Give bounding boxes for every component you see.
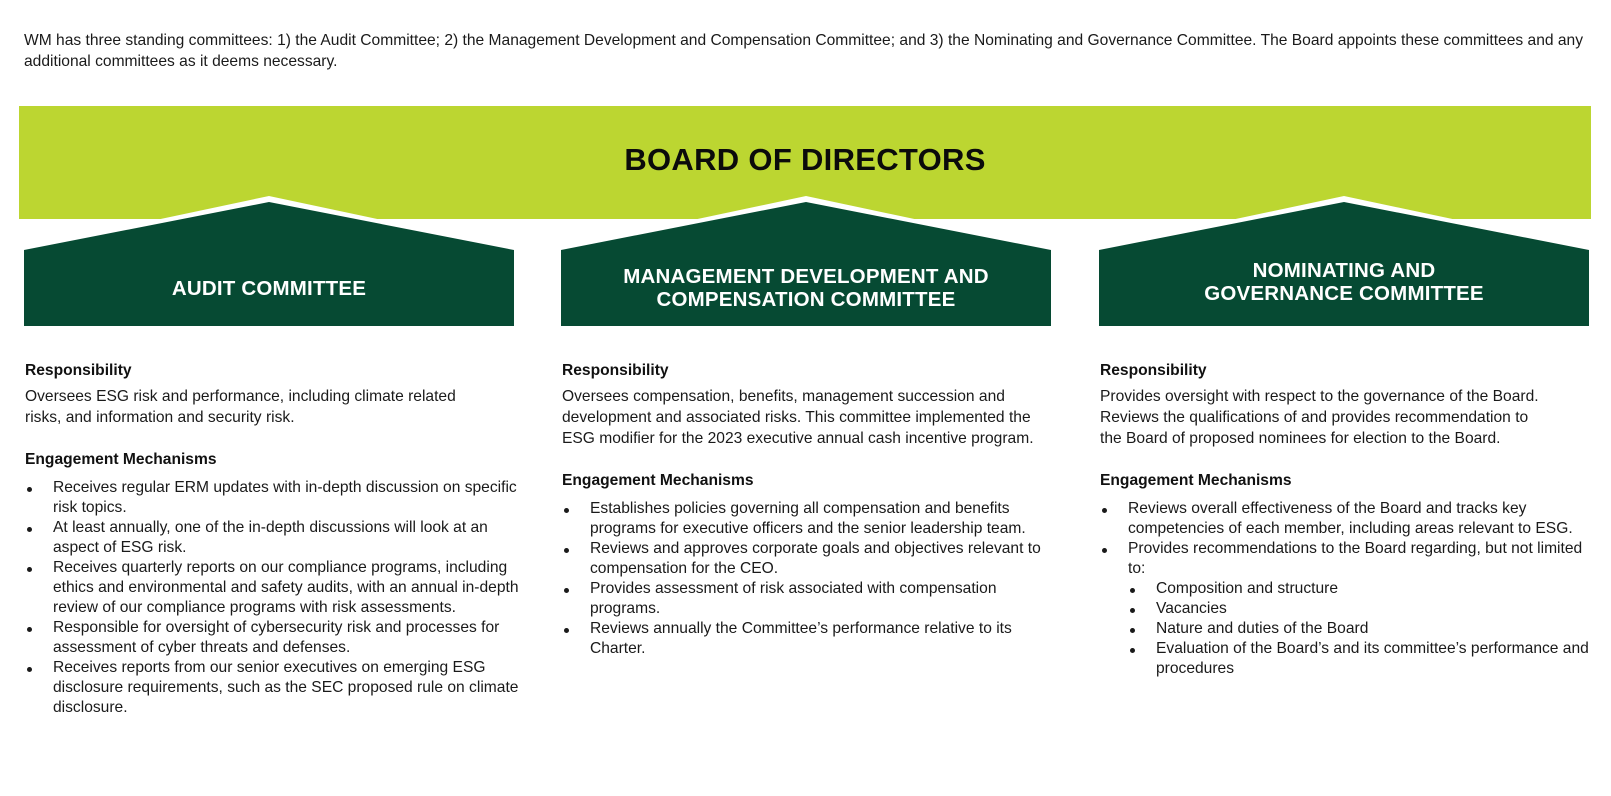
governance-committee-title <box>1099 244 1589 320</box>
engagement-list <box>562 499 1057 659</box>
engagement-list <box>1100 499 1590 679</box>
sub-list-item: Vacancies <box>1156 599 1590 619</box>
list-item: Receives quarterly reports on our compliance programs, including ethics and environmental and safety audits, with an annual in-depth review of our compliance programs with risk assessments. <box>53 559 519 616</box>
list-item: Receives reports from our senior executives on emerging ESG disclosure requirements, such as the SEC proposed rule on climate disclosure. <box>53 659 519 716</box>
sub-list <box>1128 579 1590 679</box>
committee-title-line: NOMINATING AND <box>1252 259 1436 282</box>
list-item: Reviews and approves corporate goals and objectives relevant to compensation for the CEO. <box>590 539 1057 579</box>
responsibility-text: Oversees ESG risk and performance, including climate related risks, and information and security risk. <box>25 388 456 426</box>
responsibility-text: Oversees compensation, benefits, management succession and development and associated risks. This committee implemented the ESG modifier for the 2023 executive annual cash incentive program. <box>562 388 1034 447</box>
responsibility-heading: Responsibility <box>562 362 669 379</box>
list-item: Reviews annually the Committee’s performance relative to its Charter. <box>590 619 1057 659</box>
committee-title-line: GOVERNANCE COMMITTEE <box>1204 282 1484 305</box>
sub-list-item: Evaluation of the Board’s and its committee’s performance and procedures <box>1156 640 1589 677</box>
list-item: Provides assessment of risk associated with compensation programs. <box>590 579 1057 619</box>
list-item-text: Provides recommendations to the Board regarding, but not limited to: <box>1128 540 1583 577</box>
list-item: Reviews overall effectiveness of the Board and tracks key competencies of each member, including areas relevant to ESG. <box>1128 499 1590 539</box>
list-item: Establishes policies governing all compensation and benefits programs for executive officers and the senior leadership team. <box>590 499 1057 539</box>
compensation-committee-header <box>561 196 1051 326</box>
list-item: At least annually, one of the in-depth discussions will look at an aspect of ESG risk. <box>53 518 520 558</box>
engagement-heading: Engagement Mechanisms <box>562 472 754 489</box>
responsibility-heading: Responsibility <box>1100 362 1207 379</box>
audit-committee-content <box>25 360 520 718</box>
audit-committee-header <box>24 196 514 326</box>
audit-committee-title <box>24 250 514 326</box>
sub-list-item: Nature and duties of the Board <box>1156 619 1590 639</box>
compensation-committee-title <box>561 250 1051 326</box>
engagement-heading: Engagement Mechanisms <box>25 451 217 468</box>
list-item: Responsible for oversight of cybersecurity risk and processes for assessment of cyber threats and defenses. <box>53 618 520 658</box>
governance-committee-header <box>1099 196 1589 326</box>
committee-title-line: COMPENSATION COMMITTEE <box>656 288 956 311</box>
audit-committee <box>24 196 519 716</box>
responsibility-heading: Responsibility <box>25 362 132 379</box>
engagement-list <box>25 478 520 718</box>
engagement-heading: Engagement Mechanisms <box>1100 472 1292 489</box>
list-item: Receives regular ERM updates with in-depth discussion on specific risk topics. <box>53 478 520 518</box>
board-title: BOARD OF DIRECTORS <box>624 142 986 177</box>
intro-text: WM has three standing committees: 1) the Audit Committee; 2) the Management Development and Compensation Committee; and 3) the Nominating and Governance Committee. The Board appoints these committees and any additional committees as it deems necessary. <box>24 32 1584 70</box>
responsibility-text: Provides oversight with respect to the governance of the Board. Reviews the qualifications of and provides recommendation to the Board of proposed nominees for election to the Board. <box>1100 388 1539 447</box>
governance-committee <box>1099 196 1589 677</box>
committee-title-line: AUDIT COMMITTEE <box>171 276 367 300</box>
compensation-committee-content <box>562 360 1057 659</box>
governance-committee-content <box>1100 360 1590 679</box>
committee-title-line: MANAGEMENT DEVELOPMENT AND <box>623 265 989 288</box>
list-item <box>1128 539 1590 679</box>
compensation-committee <box>561 196 1051 657</box>
sub-list-item: Composition and structure <box>1156 579 1590 599</box>
